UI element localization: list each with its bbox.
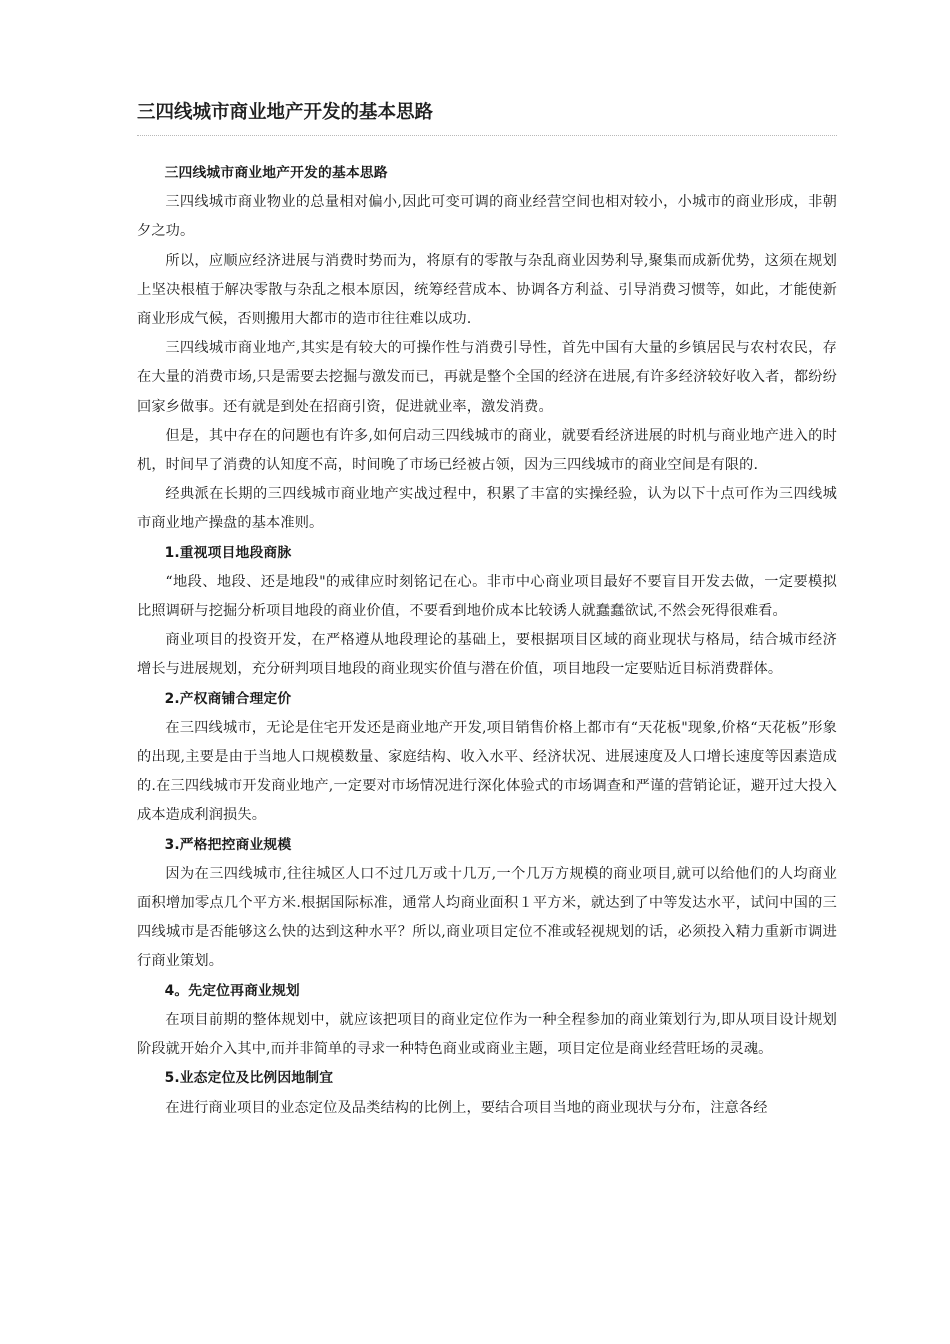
paragraph: “地段、地段、还是地段"的戒律应时刻铭记在心。非市中心商业项目最好不要盲目开发去做，一定要模拟比照调研与挖掘分析项目地段的商业价值，不要看到地价成本比较诱人就蠢蠢欲试,不然会死得很难看。	[137, 573, 837, 620]
section-heading-3: 3.严格把控商业规模	[164, 836, 292, 853]
document-body	[137, 159, 837, 1123]
paragraph: 三四线城市商业地产,其实是有较大的可操作性与消费引导性，首先中国有大量的乡镇居民与农村农民，存在大量的消费市场,只是需要去挖掘与激发而已，再就是整个全国的经济在进展,有许多经济较好收入者，都纷纷回家乡做事。还有就是到处在招商引资，促进就业率，激发消费。	[137, 340, 837, 415]
section-heading-4: 4。先定位再商业规划	[164, 982, 300, 999]
article-subtitle: 三四线城市商业地产开发的基本思路	[164, 165, 388, 181]
title-divider	[137, 135, 837, 136]
paragraph: 在进行商业项目的业态定位及品类结构的比例上，要结合项目当地的商业现状与分布，注意各经	[165, 1099, 768, 1116]
paragraph: 所以，应顺应经济进展与消费时势而为，将原有的零散与杂乱商业因势利导,聚集而成新优势，这须在规划上坚决根植于解决零散与杂乱之根本原因，统筹经营成本、协调各方利益、引导消费习惯等，如此，才能使新商业形成气候，否则搬用大都市的造市往往难以成功.	[137, 252, 837, 328]
paragraph: 经典派在长期的三四线城市商业地产实战过程中，积累了丰富的实操经验，认为以下十点可作为三四线城市商业地产操盘的基本准则。	[137, 486, 837, 532]
document-page	[137, 98, 837, 1123]
paragraph: 在三四线城市，无论是住宅开发还是商业地产开发,项目销售价格上都市有“天花板"现象,价格“天花板”形象的出现,主要是由于当地人口规模数量、家庭结构、收入水平、经济状况、进展速度及人口增长速度等因素造成的.在三四线城市开发商业地产,一定要对市场情况进行深化体验式的市场调查和严谨的营销论证，避开过大投入成本造成利润损失。	[137, 719, 837, 824]
paragraph: 但是，其中存在的问题也有许多,如何启动三四线城市的商业，就要看经济进展的时机与商业地产进入的时机，时间早了消费的认知度不高，时间晚了市场已经被占领，因为三四线城市的商业空间是有限的.	[137, 427, 837, 474]
section-heading-5: 5.业态定位及比例因地制宜	[164, 1070, 334, 1087]
paragraph: 在项目前期的整体规划中，就应该把项目的商业定位作为一种全程参加的商业策划行为,即从项目设计规划阶段就开始介入其中,而并非简单的寻求一种特色商业或商业主题，项目定位是商业经营旺场的灵魂。	[137, 1011, 837, 1058]
paragraph: 三四线城市商业物业的总量相对偏小,因此可变可调的商业经营空间也相对较小，小城市的商业形成，非朝夕之功。	[137, 194, 837, 240]
paragraph: 商业项目的投资开发，在严格遵从地段理论的基础上，要根据项目区域的商业现状与格局，结合城市经济增长与进展规划，充分研判项目地段的商业现实价值与潜在价值，项目地段一定要贴近目标消费群体。	[137, 632, 837, 678]
document-title: 三四线城市商业地产开发的基本思路	[137, 102, 434, 123]
section-heading-2: 2.产权商铺合理定价	[164, 690, 292, 707]
section-heading-1: 1.重视项目地段商脉	[164, 544, 292, 561]
paragraph: 因为在三四线城市,往往城区人口不过几万或十几万,一个几万方规模的商业项目,就可以给他们的人均商业面积增加零点几个平方米.根据国际标准，通常人均商业面积１平方米，就达到了中等发达水平，试问中国的三四线城市是否能够这么快的达到这种水平？所以,商业项目定位不准或轻视规划的话，必须投入精力重新市调进行商业策划。	[137, 865, 837, 970]
